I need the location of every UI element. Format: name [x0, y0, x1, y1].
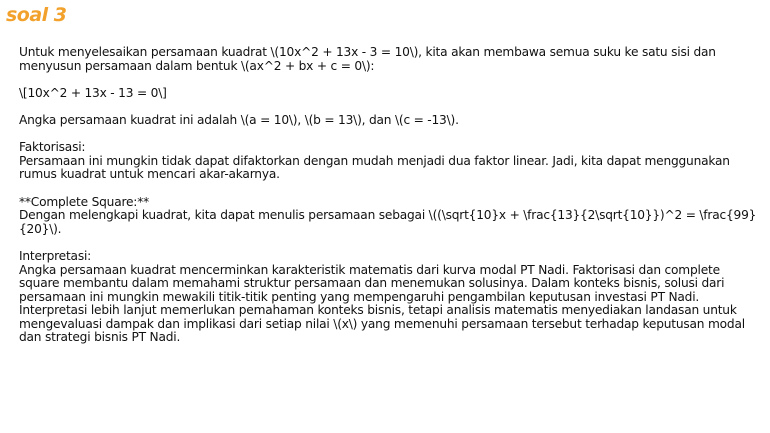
equation-standard-form: \[10x^2 + 13x - 13 = 0\] [19, 85, 167, 100]
interpretation-heading: Interpretasi: [19, 248, 92, 263]
factorization-heading: Faktorisasi: [19, 140, 86, 155]
coefficients-paragraph: Angka persamaan kuadrat ini adalah \(a = 10\), \(b = 13\), dan \(c = -13\). [19, 112, 459, 127]
page-title: soal 3 [6, 4, 67, 26]
complete-square-paragraph: Dengan melengkapi kuadrat, kita dapat menulis persamaan sebagai \((\sqrt{10}x + \frac{13}{2\sqrt{10}})^2 = \frac{99}{20}\). [19, 208, 757, 236]
complete-square-heading: **Complete Square:** [19, 194, 149, 209]
spacer [19, 182, 757, 196]
spacer [19, 128, 757, 142]
factorization-paragraph: Persamaan ini mungkin tidak dapat difaktorkan dengan mudah menjadi dua faktor linear. Jadi, kita dapat menggunakan rumus kuadrat untuk mencari akar-akarnya. [19, 153, 730, 182]
spacer [19, 236, 757, 250]
interpretation-paragraph: Angka persamaan kuadrat mencerminkan karakteristik matematis dari kurva modal PT Nadi. Faktorisasi dan complete square membantu dalam memahami struktur persamaan dan menemukan solusinya. Dalam konteks bisnis, solusi dari persamaan ini mungkin mewakili titik-titik penting yang mempengaruhi pengambilan keputusan investasi PT Nadi. Interpretasi lebih lanjut memerlukan pemahaman konteks bisnis, tetapi analisis matematis menyediakan landasan untuk mengevaluasi dampak dan implikasi dari setiap nilai \(x\) yang memenuhi persamaan tersebut terhadap keputusan modal dan strategi bisnis PT Nadi. [19, 262, 745, 345]
spacer [19, 73, 757, 87]
document-body [19, 46, 757, 345]
spacer [19, 100, 757, 114]
intro-paragraph: Untuk menyelesaikan persamaan kuadrat \(10x^2 + 13x - 3 = 10\), kita akan membawa semua suku ke satu sisi dan menyusun persamaan dalam bentuk \(ax^2 + bx + c = 0\): [19, 45, 716, 73]
